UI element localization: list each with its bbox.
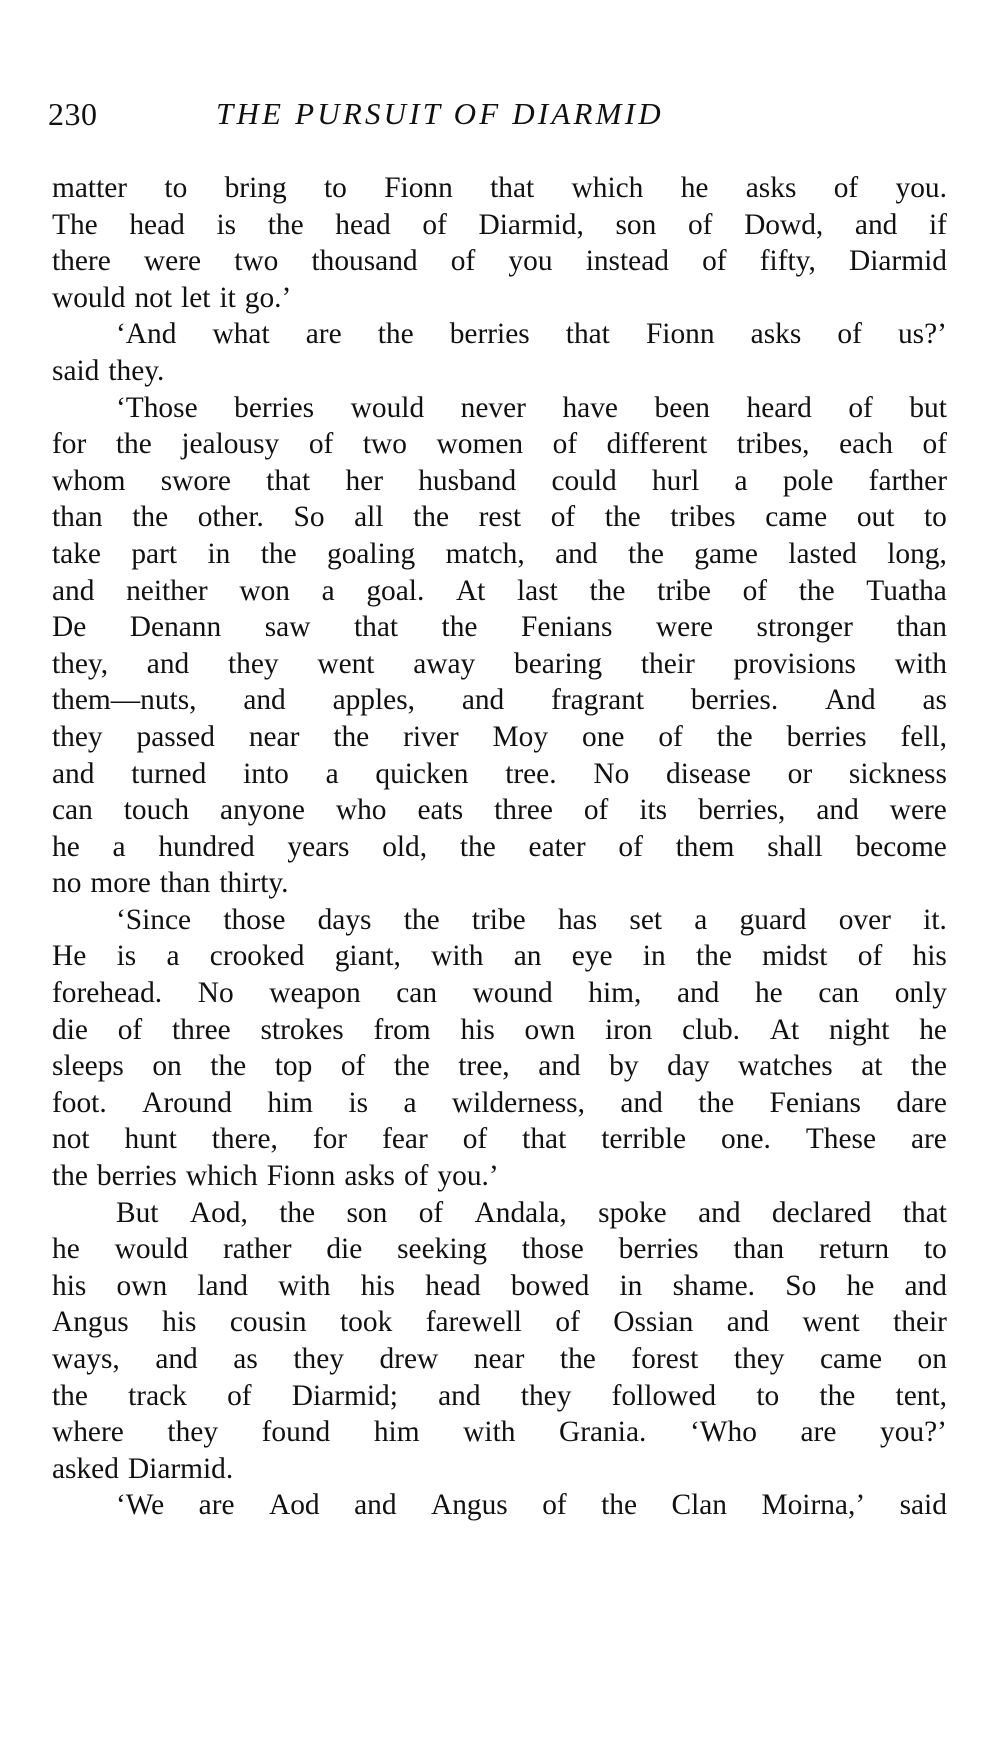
text-line: De Denann saw that the Fenians were stronger than bbox=[52, 611, 947, 644]
text-line: than the other. So all the rest of the tribes came out to bbox=[52, 501, 947, 534]
text-line: ‘Those berries would never have been heard of but bbox=[116, 391, 947, 424]
text-line: ‘Since those days the tribe has set a guard over it. bbox=[116, 903, 947, 936]
text-line: they, and they went away bearing their provisions with bbox=[52, 647, 947, 680]
text-line: die of three strokes from his own iron club. At night he bbox=[52, 1013, 947, 1046]
text-line: matter to bring to Fionn that which he asks of you. bbox=[52, 172, 947, 204]
text-line: can touch anyone who eats three of its berries, and were bbox=[52, 794, 947, 827]
page-number: 230 bbox=[48, 96, 98, 132]
text-line: forehead. No weapon can wound him, and he can only bbox=[52, 977, 947, 1010]
text-line: asked Diarmid. bbox=[52, 1452, 234, 1485]
text-line: and turned into a quicken tree. No disease or sickness bbox=[52, 757, 947, 790]
text-line: and neither won a goal. At last the tribe of the Tuatha bbox=[52, 574, 947, 607]
text-line: sleeps on the top of the tree, and by day watches at the bbox=[52, 1050, 947, 1083]
text-line: Angus his cousin took farewell of Ossian and went their bbox=[52, 1306, 947, 1339]
text-line: foot. Around him is a wilderness, and the Fenians dare bbox=[52, 1086, 947, 1119]
text-line: the track of Diarmid; and they followed to the tent, bbox=[52, 1379, 947, 1412]
text-line: for the jealousy of two women of different tribes, each of bbox=[52, 428, 947, 461]
text-line: he would rather die seeking those berries than return to bbox=[52, 1233, 947, 1266]
text-line: them—nuts, and apples, and fragrant berries. And as bbox=[52, 684, 947, 717]
text-line: he a hundred years old, the eater of them shall become bbox=[52, 830, 947, 863]
text-line: would not let it go.’ bbox=[52, 281, 292, 314]
text-line: But Aod, the son of Andala, spoke and declared that bbox=[116, 1196, 947, 1229]
running-title: THE PURSUIT OF DIARMID bbox=[216, 96, 664, 131]
text-line: not hunt there, for fear of that terrible one. These are bbox=[52, 1123, 947, 1156]
text-line: ways, and as they drew near the forest they came on bbox=[52, 1343, 947, 1375]
text-line: there were two thousand of you instead of fifty, Diarmid bbox=[52, 245, 947, 278]
text-line: where they found him with Grania. ‘Who are you?’ bbox=[52, 1416, 947, 1449]
page-header bbox=[48, 96, 948, 140]
text-line: take part in the goaling match, and the game lasted long, bbox=[52, 537, 947, 570]
text-line: his own land with his head bowed in shame. So he and bbox=[52, 1269, 947, 1302]
text-line: ‘We are Aod and Angus of the Clan Moirna,’ said bbox=[116, 1489, 947, 1522]
text-line: no more than thirty. bbox=[52, 867, 289, 900]
text-line: the berries which Fionn asks of you.’ bbox=[52, 1160, 499, 1193]
body-text bbox=[52, 170, 947, 1524]
text-line: whom swore that her husband could hurl a pole farther bbox=[52, 464, 947, 497]
text-line: He is a crooked giant, with an eye in the midst of his bbox=[52, 940, 947, 973]
text-line: they passed near the river Moy one of the berries fell, bbox=[52, 720, 947, 753]
text-line: The head is the head of Diarmid, son of Dowd, and if bbox=[52, 208, 947, 241]
text-line: ‘And what are the berries that Fionn asks of us?’ bbox=[116, 318, 947, 351]
text-line: said they. bbox=[52, 354, 165, 387]
